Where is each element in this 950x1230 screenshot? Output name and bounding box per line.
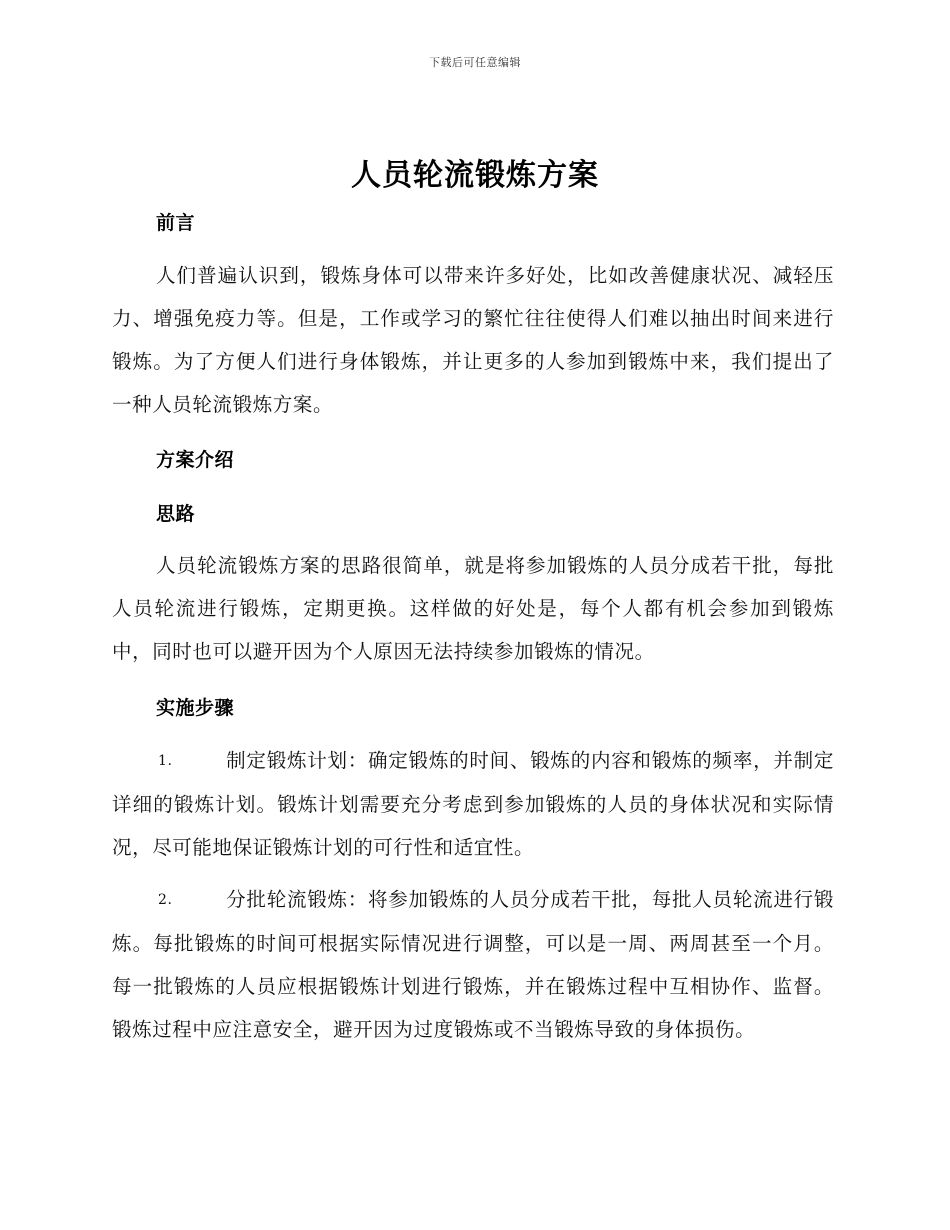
- list-number: 1.: [158, 753, 173, 769]
- paragraph-preface: 人们普遍认识到，锻炼身体可以带来许多好处，比如改善健康状况、减轻压力、增强免疫力等。但是，工作或学习的繁忙往往使得人们难以抽出时间来进行锻炼。为了方便人们进行身体锻炼，并让更多的人参加到锻炼中来，我们提出了一种人员轮流锻炼方案。: [112, 264, 834, 416]
- heading-steps: 实施步骤: [156, 697, 235, 719]
- list-item-text: 制定锻炼计划：确定锻炼的时间、锻炼的内容和锻炼的频率，并制定详细的锻炼计划。锻炼计划需要充分考虑到参加锻炼的人员的身体状况和实际情况，尽可能地保证锻炼计划的可行性和适宜性。: [112, 749, 834, 859]
- header-note: 下载后可任意编辑: [429, 56, 521, 69]
- heading-preface: 前言: [156, 212, 196, 234]
- paragraph-idea: 人员轮流锻炼方案的思路很简单，就是将参加锻炼的人员分成若干批，每批人员轮流进行锻炼，定期更换。这样做的好处是，每个人都有机会参加到锻炼中，同时也可以避开因为个人原因无法持续参加锻炼的情况。: [112, 554, 834, 663]
- list-item-text: 分批轮流锻炼：将参加锻炼的人员分成若干批，每批人员轮流进行锻炼。每批锻炼的时间可根据实际情况进行调整，可以是一周、两周甚至一个月。每一批锻炼的人员应根据锻炼计划进行锻炼，并在锻炼过程中互相协作、监督。锻炼过程中应注意安全，避开因为过度锻炼或不当锻炼导致的身体损伤。: [112, 888, 834, 1041]
- list-number: 2.: [158, 892, 173, 908]
- heading-plan-intro: 方案介绍: [156, 449, 235, 471]
- document-title: 人员轮流锻炼方案: [351, 158, 599, 193]
- list-item-step-2: [112, 878, 834, 1051]
- heading-idea: 思路: [156, 503, 196, 525]
- list-item-step-1: [112, 739, 834, 869]
